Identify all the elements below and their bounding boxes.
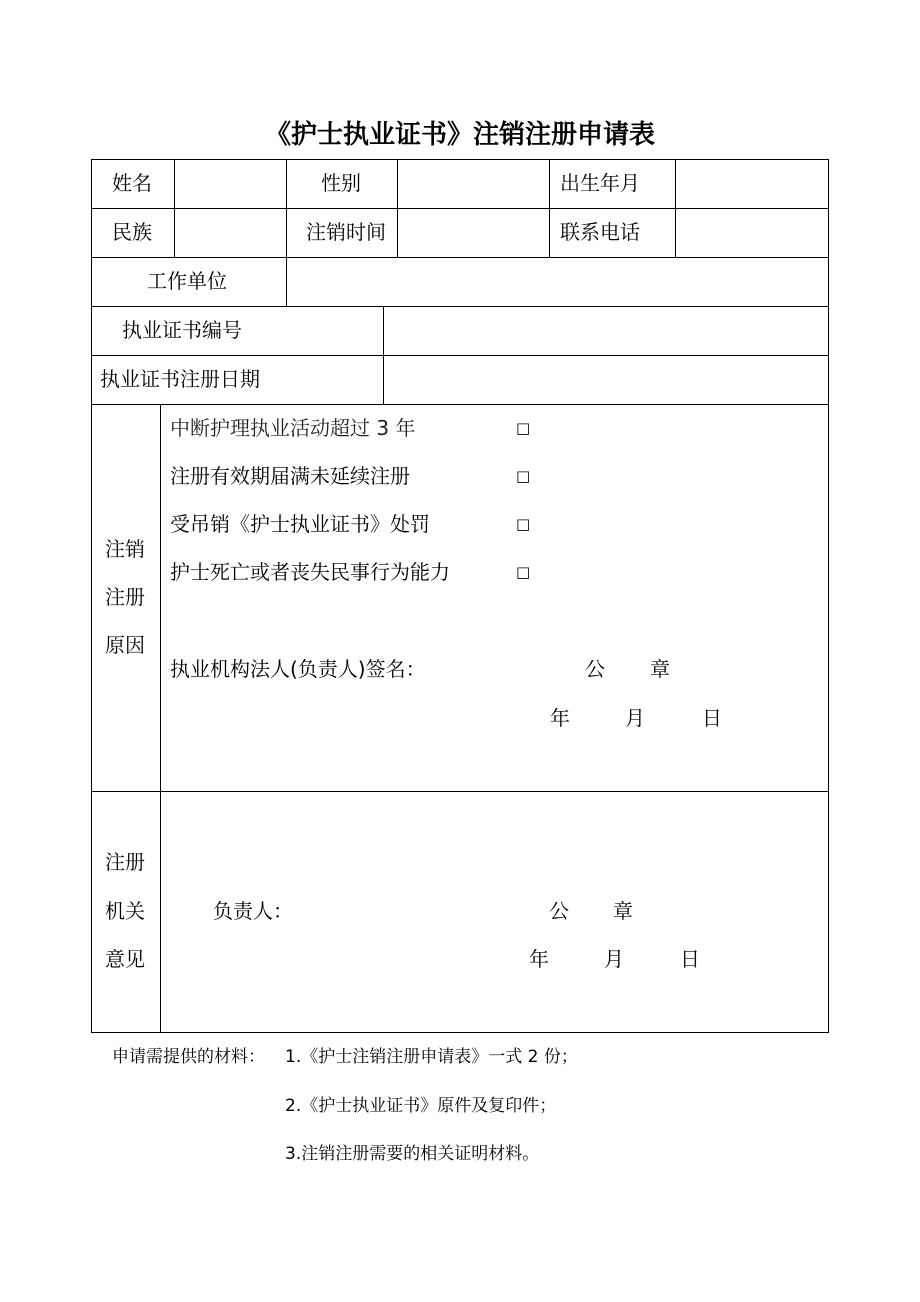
checkbox-icon[interactable]: □ [516, 563, 531, 581]
materials-item: 3.注销注册需要的相关证明材料。 [285, 1144, 540, 1164]
gender-label: 性别 [321, 171, 361, 195]
materials-item: 1.《护士注销注册申请表》一式 2 份； [285, 1047, 578, 1067]
work-unit-label: 工作单位 [147, 269, 227, 293]
birth-label: 出生年月 [560, 171, 640, 195]
materials-heading: 申请需提供的材料： [112, 1047, 265, 1067]
form-title: 《护士执业证书》注销注册申请表 [264, 120, 655, 150]
checkbox-icon[interactable]: □ [516, 515, 531, 533]
checkbox-icon[interactable]: □ [516, 419, 531, 437]
materials-item: 2.《护士执业证书》原件及复印件； [285, 1096, 557, 1116]
cancel-time-label: 注销时间 [306, 220, 386, 244]
ethnicity-label: 民族 [112, 220, 152, 244]
checkbox-icon[interactable]: □ [516, 467, 531, 485]
cert-number-label: 执业证书编号 [122, 318, 242, 342]
authority-signature-label: 负责人： [213, 899, 293, 923]
name-label: 姓名 [112, 171, 152, 195]
cert-reg-date-label: 执业证书注册日期 [100, 367, 260, 391]
legal-rep-signature-label: 执业机构法人(负责人)签名： [170, 657, 426, 681]
phone-label: 联系电话 [560, 220, 640, 244]
